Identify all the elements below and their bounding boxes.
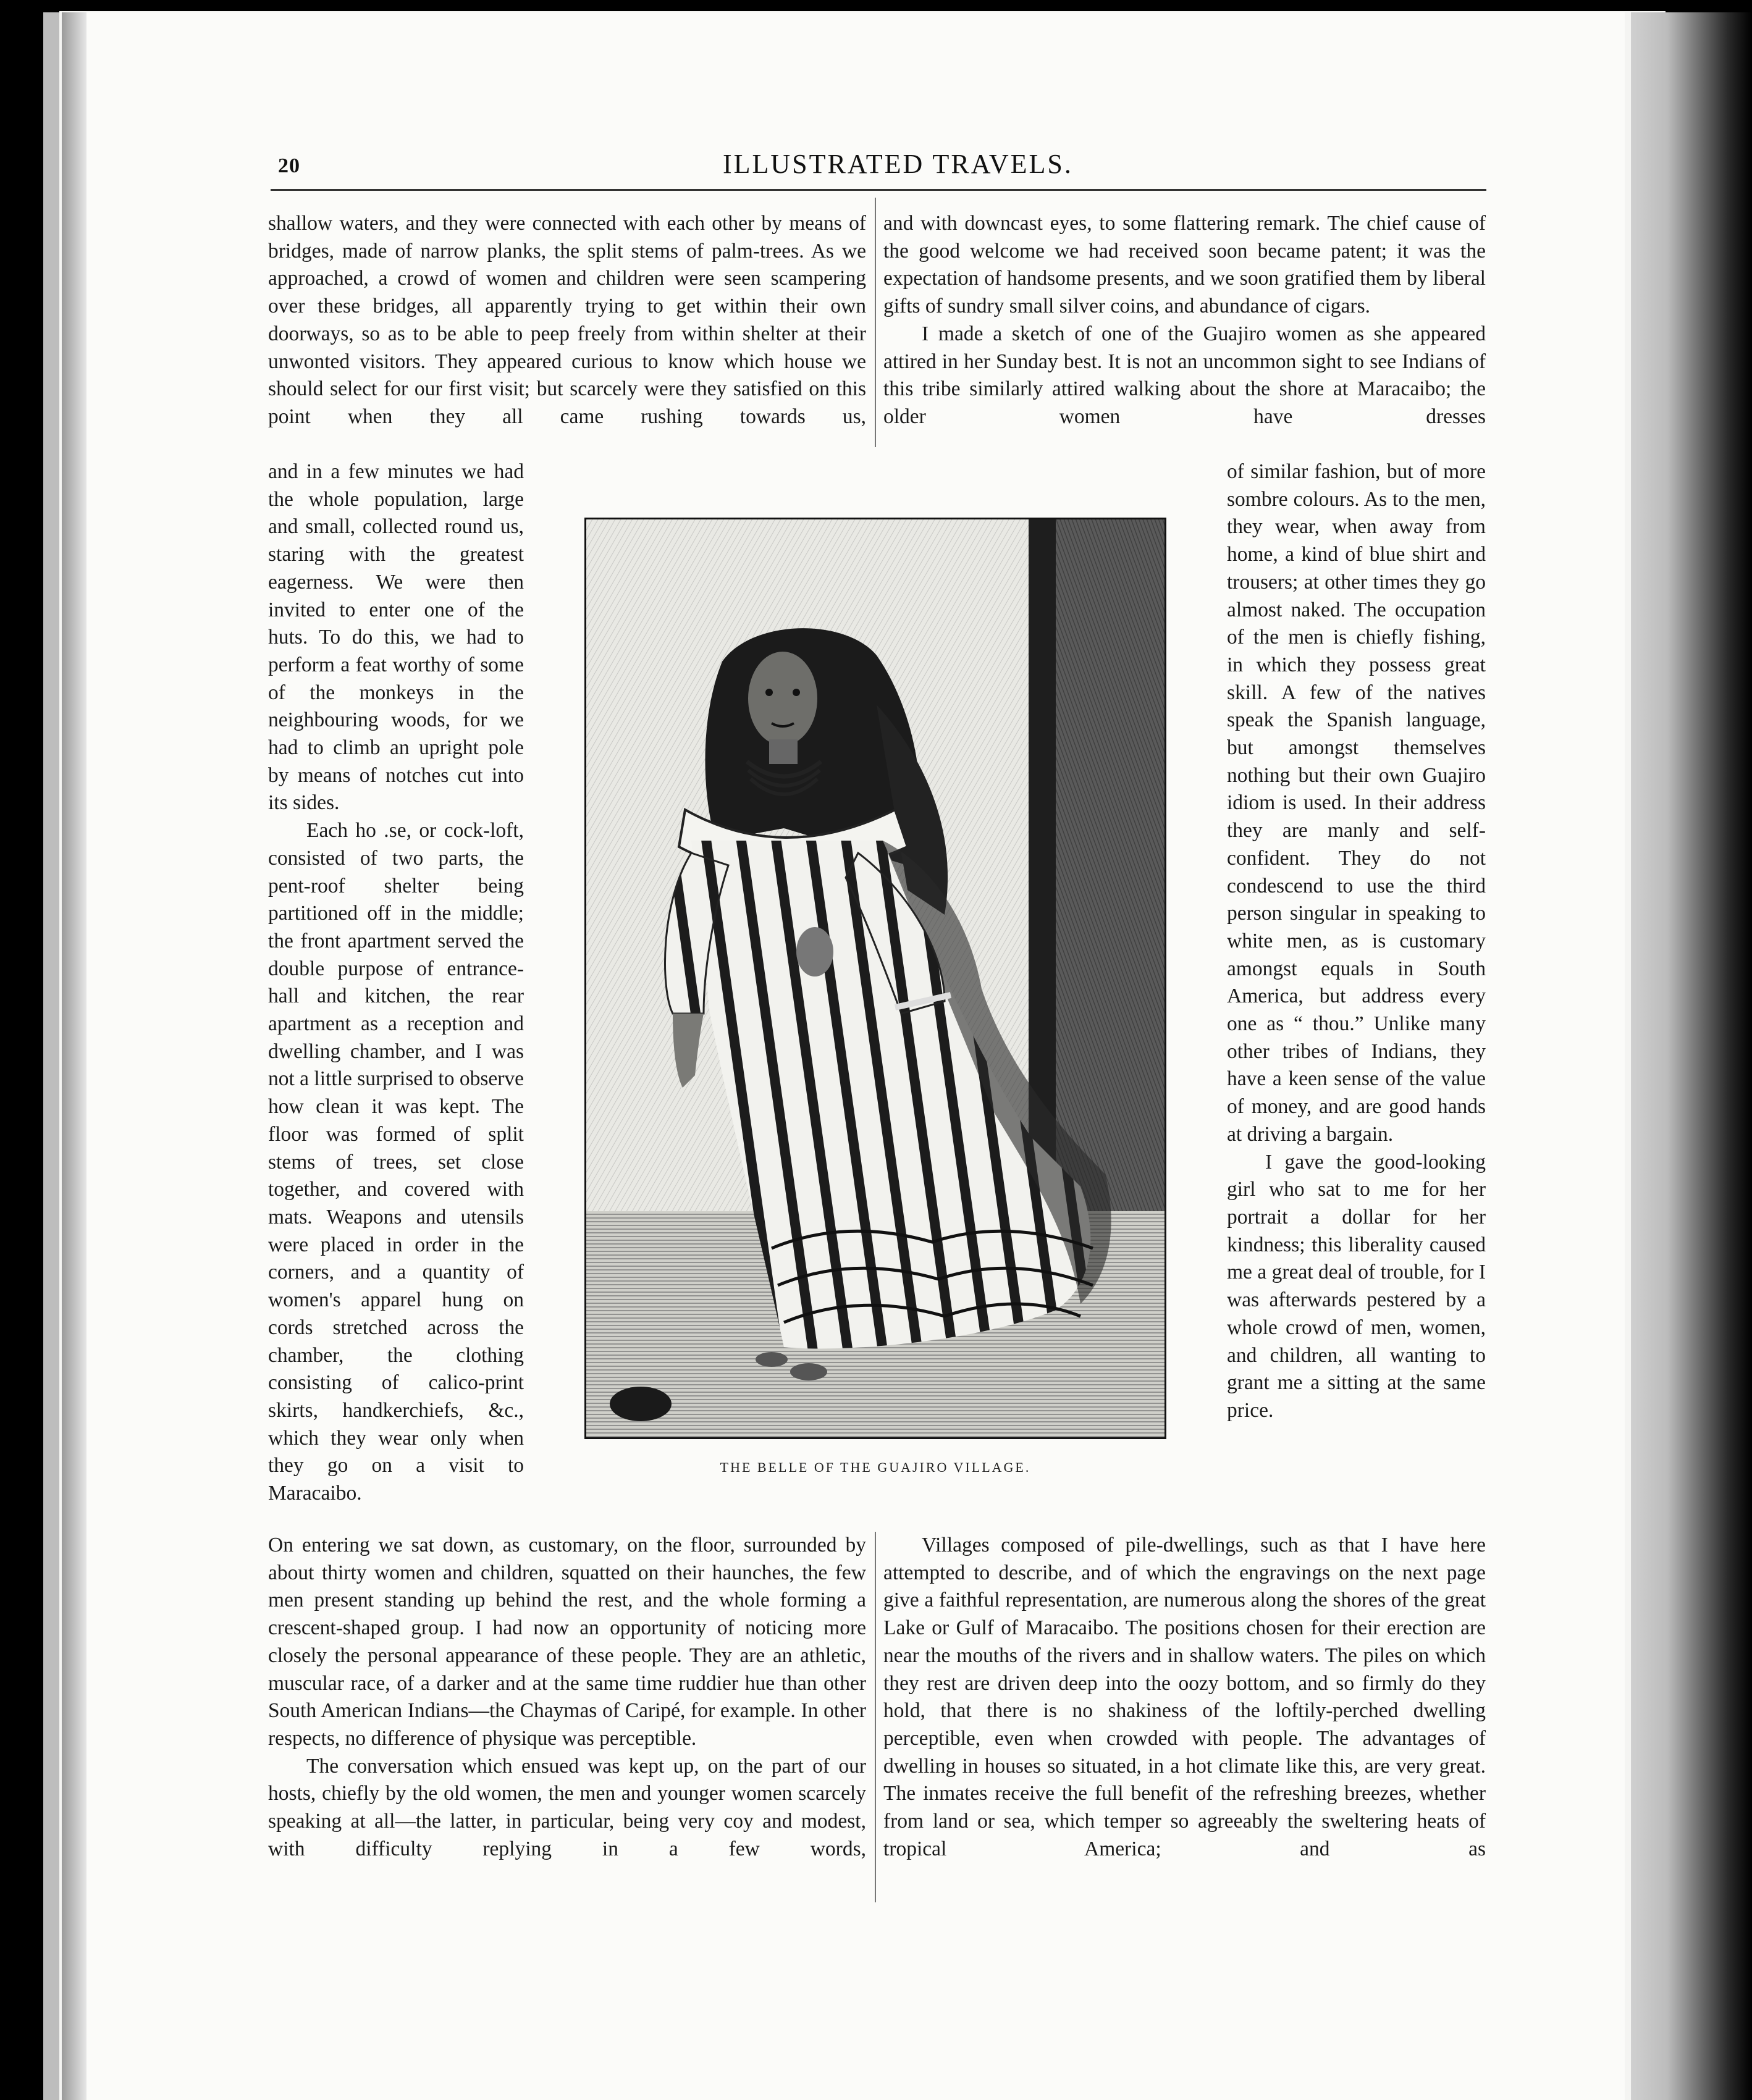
column-divider-bottom — [875, 1532, 876, 1902]
paragraph: I gave the good-looking girl who sat to me for her portrait a dollar for her kindness; this liberality caused me a great deal of trouble, for I was afterwards pestered by a whole crowd of men, women, and children, all wanting to grant me a sitting at the same price. — [1227, 1150, 1486, 1422]
left-column-bottom — [268, 1532, 866, 1863]
paragraph: On entering we sat down, as customary, on the floor, surrounded by about thirty women and children, squatted on their haunches, the few men present standing up behind the rest, and the whole forming a crescent-shaped group. I had now an opportunity of noticing more closely the personal appearance of these people. They are an athletic, muscular race, of a darker and at the same time ruddier hue than other South American Indians—the Chaymas of Caripé, for example. In other respects, no difference of physique was perceptible. — [268, 1534, 866, 1750]
paragraph: Villages composed of pile-dwellings, such as that I have here attempted to describe, and of which the engravings on the next page give a faithful representation, are numerous along the shores of the great Lake or Gulf of Maracaibo. The positions chosen for their erection are near the mouths of the rivers and in shallow waters. The piles on which they rest are driven deep into the oozy bottom, and so firmly do they hold, that there is no shakiness of the loftily-perched dwelling perceptible, even when crowded with people. The advantages of dwelling in houses so situated, in a hot climate like this, are very great. The inmates receive the full benefit of the refreshing breezes, whether from land or sea, which temper so agreeably the sweltering heats of tropical America; and as — [883, 1534, 1486, 1860]
paragraph: and in a few minutes we had the whole population, large and small, collected round us, staring with the greatest eagerness. We were then invited to enter one of the huts. To do this, we had to perform a feat worthy of some of the monkeys in the neighbouring woods, for we had to climb an upright pole by means of notches cut into its sides. — [268, 460, 524, 815]
left-narrow-column — [268, 458, 524, 1508]
right-column-top — [883, 210, 1486, 431]
paragraph: shallow waters, and they were connected with each other by means of bridges, made of narrow planks, the split stems of palm-trees. As we approached, a crowd of women and children were seen scampering over these bridges, all apparently trying to get within their own doorways, so as to be able to peep freely from within shelter at their unwonted visitors. They appeared curious to know which house we should select for our first visit; but scarcely were they satisfied on this point when they all came rushing towards us, — [268, 212, 866, 428]
header-rule — [271, 189, 1486, 191]
paragraph: The conversation which ensued was kept up, on the part of our hosts, chiefly by the old women, the men and younger women scarcely speaking at all—the latter, in particular, being very coy and modest, with difficulty replying in a few words, — [268, 1754, 866, 1860]
engraving-belle-of-guajiro-village — [584, 518, 1166, 1439]
column-divider-top — [875, 198, 876, 447]
binding-gutter — [62, 12, 86, 2100]
paragraph: and with downcast eyes, to some flattering remark. The chief cause of the good welcome we had received soon became patent; it was the expectation of handsome presents, and we soon gratified them by liberal gifts of sundry small silver coins, and abundance of cigars. — [883, 212, 1486, 318]
figure-caption: THE BELLE OF THE GUAJIRO VILLAGE. — [720, 1460, 1031, 1475]
page-number: 20 — [278, 154, 300, 177]
right-page-shadow — [1631, 12, 1752, 2100]
right-narrow-column — [1227, 458, 1486, 1425]
engraving-illustration — [586, 519, 1164, 1437]
paragraph: Each ho .se, or cock-loft, consisted of two parts, the pent-roof shelter being partitioned off in the middle; the front apartment served the double purpose of entrance-hall and kitchen, the rear apartment as a reception and dwelling chamber, and I was not a little surprised to observe how clean it was kept. The floor was formed of split stems of trees, set close together, and covered with mats. Weapons and utensils were placed in order in the corners, and a quantity of women's apparel hung on cords stretched across the chamber, the clothing consisting of calico-print skirts, handkerchiefs, &c., which they wear only when they go on a visit to Maracaibo. — [268, 819, 524, 1505]
right-column-bottom — [883, 1532, 1486, 1863]
paragraph: I made a sketch of one of the Guajiro women as she appeared attired in her Sunday best. It is not an uncommon sight to see Indians of this tribe similarly attired walking about the shore at Maracaibo; the older women have dresses — [883, 322, 1486, 428]
paragraph: of similar fashion, but of more sombre colours. As to the men, they wear, when away from home, a kind of blue shirt and trousers; at other times they go almost naked. The occupation of the men is chiefly fishing, in which they possess great skill. A few of the natives speak the Spanish language, but amongst themselves nothing but their own Guajiro idiom is used. In their address they are manly and self-confident. They do not condescend to use the third person singular in speaking to white men, as is customary amongst equals in South America, but address every one as “ thou.” Unlike many other tribes of Indians, they have a keen sense of the value of money, and are good hands at driving a bargain. — [1227, 460, 1486, 1146]
running-title: ILLUSTRATED TRAVELS. — [723, 149, 1073, 179]
left-column-top — [268, 210, 866, 431]
